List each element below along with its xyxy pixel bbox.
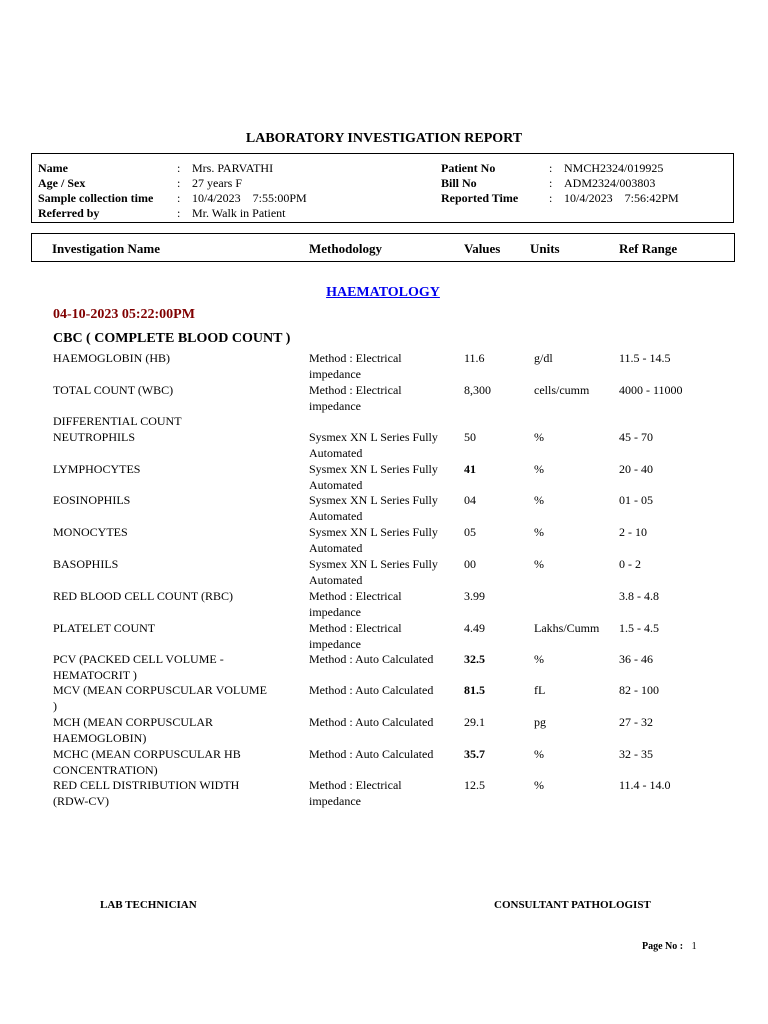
result-value: 32.5 [464,652,485,666]
result-unit: % [534,462,544,476]
result-unit: pg [534,715,546,729]
result-name: PCV (PACKED CELL VOLUME - HEMATOCRIT ) [53,652,224,682]
result-method: Method : Auto Calculated [309,715,434,729]
patient-no-value: NMCH2324/019925 [564,161,664,175]
header-values: Values [464,241,501,256]
result-method: Method : Electrical impedance [309,621,402,651]
result-range: 2 - 10 [619,525,647,539]
header-investigation: Investigation Name [52,241,160,256]
bill-no-value: ADM2324/003803 [564,176,656,190]
result-name: RED BLOOD CELL COUNT (RBC) [53,589,233,603]
separator: : [549,191,553,205]
result-range: 11.4 - 14.0 [619,778,671,792]
result-range: 82 - 100 [619,683,659,697]
result-method: Sysmex XN L Series Fully Automated [309,462,438,492]
patient-name-label: Name [38,161,68,175]
result-range: 4000 - 11000 [619,383,683,397]
result-name: MCV (MEAN CORPUSCULAR VOLUME ) [53,683,267,713]
result-value: 3.99 [464,589,485,603]
result-unit: % [534,747,544,761]
result-range: 20 - 40 [619,462,653,476]
separator: : [549,161,553,175]
result-name: NEUTROPHILS [53,430,136,444]
header-units: Units [530,241,560,256]
result-unit: % [534,430,544,444]
section-date: 04-10-2023 05:22:00PM [53,307,195,322]
result-name: TOTAL COUNT (WBC) [53,383,174,397]
result-method: Method : Electrical impedance [309,589,402,619]
header-ref-range: Ref Range [619,241,678,256]
result-name: MCHC (MEAN CORPUSCULAR HB CONCENTRATION) [53,747,241,777]
column-header [31,233,735,262]
result-range: 32 - 35 [619,747,653,761]
result-name: MCH (MEAN CORPUSCULAR HAEMOGLOBIN) [53,715,214,745]
result-method: Method : Auto Calculated [309,652,434,666]
page-label: Page No : [642,941,684,952]
result-value: 81.5 [464,683,485,697]
result-value: 50 [464,430,476,444]
result-value: 41 [464,462,476,476]
sample-time-value: 10/4/2023 7:55:00PM [192,191,307,205]
result-unit: % [534,557,544,571]
header-methodology: Methodology [309,241,382,256]
result-unit: % [534,493,544,507]
result-unit: g/dl [534,351,553,365]
result-value: 11.6 [464,351,485,365]
result-name: RED CELL DISTRIBUTION WIDTH (RDW-CV) [53,778,240,808]
referred-by-label: Referred by [38,206,100,220]
result-name: PLATELET COUNT [53,621,156,635]
bill-no-label: Bill No [441,176,477,190]
result-value: 04 [464,493,476,507]
result-value: 35.7 [464,747,485,761]
result-name: HAEMOGLOBIN (HB) [53,351,170,365]
referred-by-value: Mr. Walk in Patient [192,206,286,220]
sample-time-label: Sample collection time [38,191,154,205]
patient-name-value: Mrs. PARVATHI [192,161,274,175]
result-range: 3.8 - 4.8 [619,589,659,603]
result-unit: cells/cumm [534,383,590,397]
result-range: 11.5 - 14.5 [619,351,671,365]
panel-title: CBC ( COMPLETE BLOOD COUNT ) [53,331,291,346]
result-range: 27 - 32 [619,715,653,729]
result-range: 0 - 2 [619,557,641,571]
result-value: 00 [464,557,476,571]
result-name: MONOCYTES [53,525,128,539]
result-unit: fL [534,683,546,697]
result-range: 36 - 46 [619,652,653,666]
result-method: Sysmex XN L Series Fully Automated [309,493,438,523]
result-unit: % [534,525,544,539]
result-name: BASOPHILS [53,557,119,571]
patient-no-label: Patient No [441,161,496,175]
reported-time-value: 10/4/2023 7:56:42PM [564,191,679,205]
result-name: DIFFERENTIAL COUNT [53,414,182,428]
report-title: LABORATORY INVESTIGATION REPORT [245,131,523,146]
page-number-value: 1 [691,941,697,952]
separator: : [177,206,181,220]
result-method: Method : Auto Calculated [309,747,434,761]
age-sex-value: 27 years F [192,176,242,190]
separator: : [177,191,181,205]
result-value: 4.49 [464,621,485,635]
result-name: EOSINOPHILS [53,493,131,507]
separator: : [549,176,553,190]
result-range: 1.5 - 4.5 [619,621,659,635]
lab-technician-signature: LAB TECHNICIAN [100,899,197,911]
result-unit: % [534,652,544,666]
result-method: Sysmex XN L Series Fully Automated [309,430,438,460]
result-unit: Lakhs/Cumm [534,621,600,635]
result-name: LYMPHOCYTES [53,462,141,476]
result-method: Method : Electrical impedance [309,351,402,381]
result-method: Method : Electrical impedance [309,383,402,413]
result-method: Sysmex XN L Series Fully Automated [309,557,438,587]
patient-info-box [31,153,734,223]
separator: : [177,161,181,175]
separator: : [177,176,181,190]
result-method: Sysmex XN L Series Fully Automated [309,525,438,555]
result-value: 05 [464,525,476,539]
section-title-haematology[interactable]: HAEMATOLOGY [326,285,440,300]
age-sex-label: Age / Sex [38,176,86,190]
reported-time-label: Reported Time [441,191,519,205]
consultant-pathologist-signature: CONSULTANT PATHOLOGIST [494,899,651,911]
result-range: 45 - 70 [619,430,653,444]
result-value: 8,300 [464,383,491,397]
result-method: Method : Auto Calculated [309,683,434,697]
result-value: 29.1 [464,715,485,729]
result-unit: % [534,778,544,792]
result-range: 01 - 05 [619,493,653,507]
result-value: 12.5 [464,778,485,792]
result-method: Method : Electrical impedance [309,778,402,808]
page-number [642,941,697,952]
